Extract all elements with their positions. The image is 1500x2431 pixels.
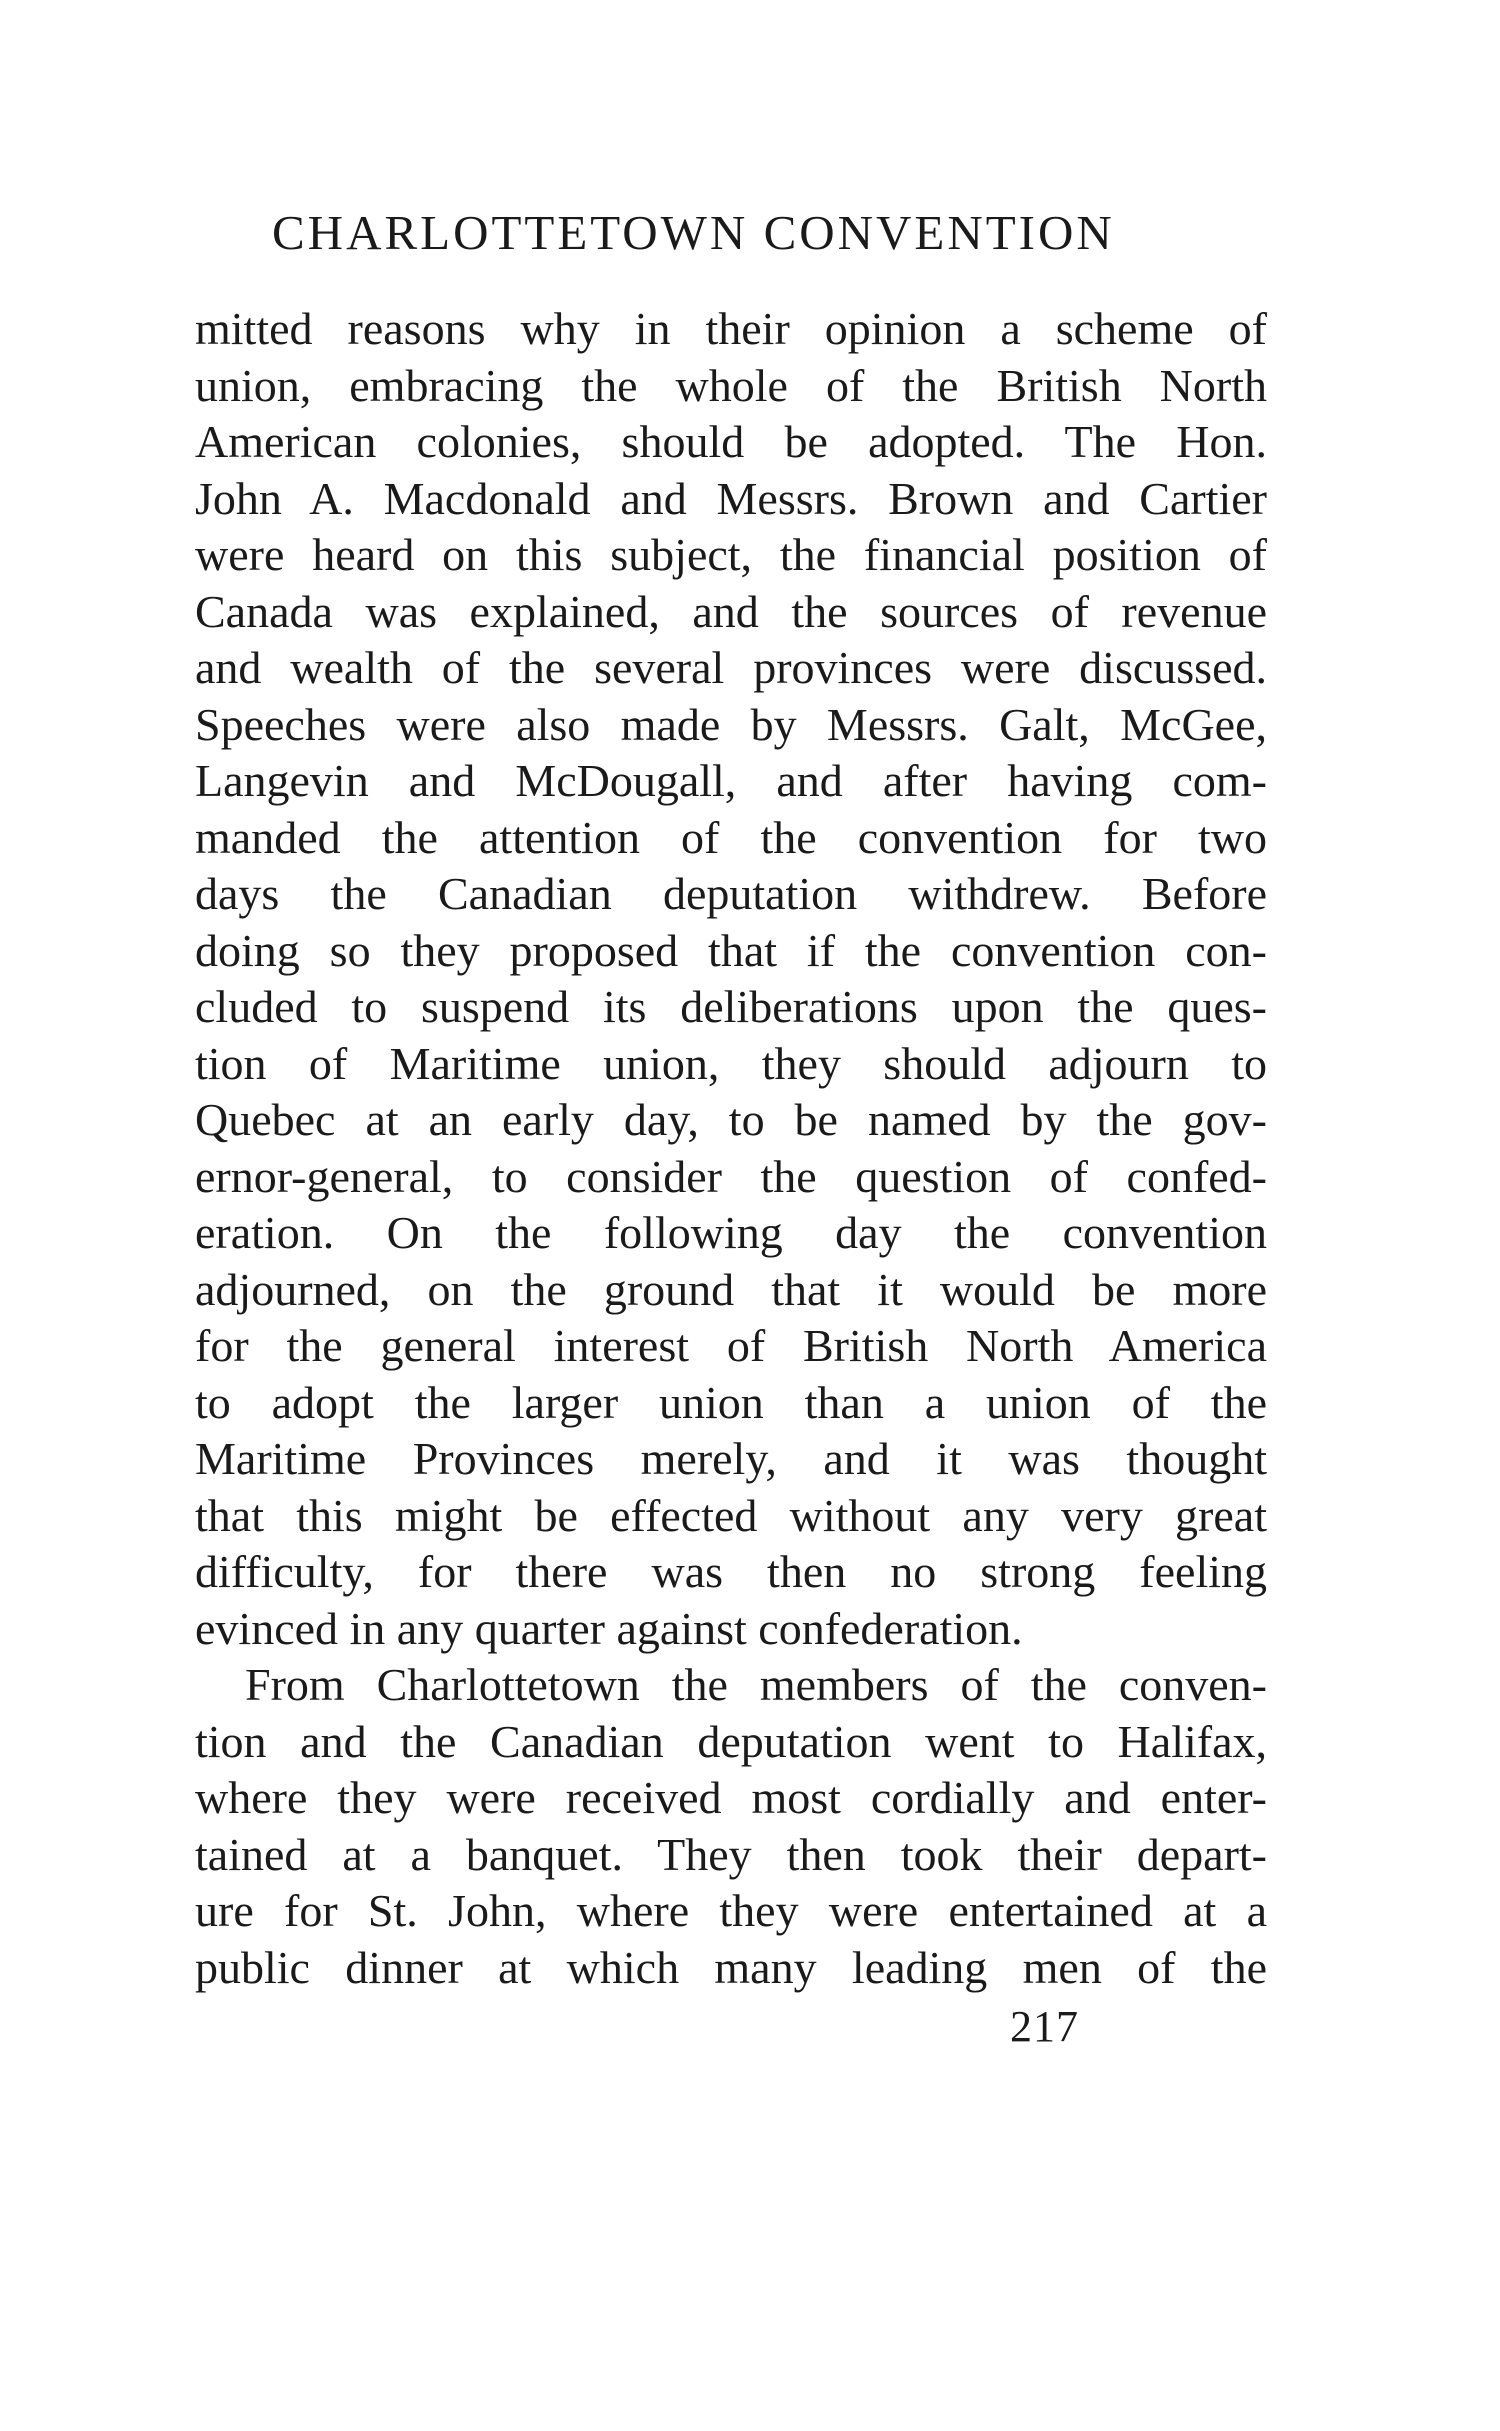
text-line: evinced in any quarter against confederation. — [195, 1602, 1023, 1654]
text-line: Langevin and McDougall, and after having com- — [195, 755, 1267, 806]
text-line: adjourned, on the ground that it would be more — [195, 1263, 1267, 1315]
text-line: where they were received most cordially and enter- — [195, 1772, 1267, 1823]
text-line: American colonies, should be adopted. The Hon. — [195, 416, 1267, 467]
text-line: John A. Macdonald and Messrs. Brown and Cartier — [195, 472, 1267, 524]
body-text — [195, 301, 1267, 1996]
paragraph-1 — [195, 301, 1267, 1657]
paragraph-2 — [195, 1657, 1267, 1996]
running-head: CHARLOTTETOWN CONVENTION — [272, 205, 1115, 260]
text-line: eration. On the following day the convention — [195, 1207, 1267, 1258]
text-line: Speeches were also made by Messrs. Galt, McGee, — [195, 698, 1267, 750]
text-line: Quebec at an early day, to be named by the gov- — [195, 1094, 1267, 1145]
text-line: mitted reasons why in their opinion a scheme of — [195, 303, 1267, 354]
text-line: cluded to suspend its deliberations upon the ques- — [195, 981, 1267, 1032]
text-line: that this might be effected without any very great — [195, 1489, 1267, 1541]
text-line: union, embracing the whole of the British North — [195, 359, 1267, 411]
text-line: for the general interest of British North America — [195, 1320, 1267, 1371]
text-line: tion and the Canadian deputation went to Halifax, — [195, 1715, 1267, 1767]
text-line: Canada was explained, and the sources of revenue — [195, 585, 1267, 637]
text-line: tained at a banquet. They then took their depart- — [195, 1828, 1267, 1880]
text-line: were heard on this subject, the financial position of — [195, 529, 1267, 580]
text-line: tion of Maritime union, they should adjourn to — [195, 1037, 1267, 1089]
text-line: and wealth of the several provinces were discussed. — [195, 642, 1267, 693]
text-line: ernor-general, to consider the question of confed- — [195, 1150, 1267, 1202]
text-line: ure for St. John, where they were entertained at a — [195, 1885, 1267, 1936]
page-number: 217 — [1010, 2002, 1079, 2051]
text-line: difficulty, for there was then no strong feeling — [195, 1546, 1267, 1597]
text-line: doing so they proposed that if the convention con- — [195, 924, 1267, 976]
text-line: From Charlottetown the members of the conven- — [245, 1659, 1267, 1710]
text-line: to adopt the larger union than a union of the — [195, 1376, 1267, 1428]
text-line: public dinner at which many leading men of the — [195, 1941, 1267, 1993]
text-line: Maritime Provinces merely, and it was thought — [195, 1433, 1267, 1484]
text-line: days the Canadian deputation withdrew. Before — [195, 868, 1267, 919]
text-line: manded the attention of the convention for two — [195, 811, 1267, 863]
